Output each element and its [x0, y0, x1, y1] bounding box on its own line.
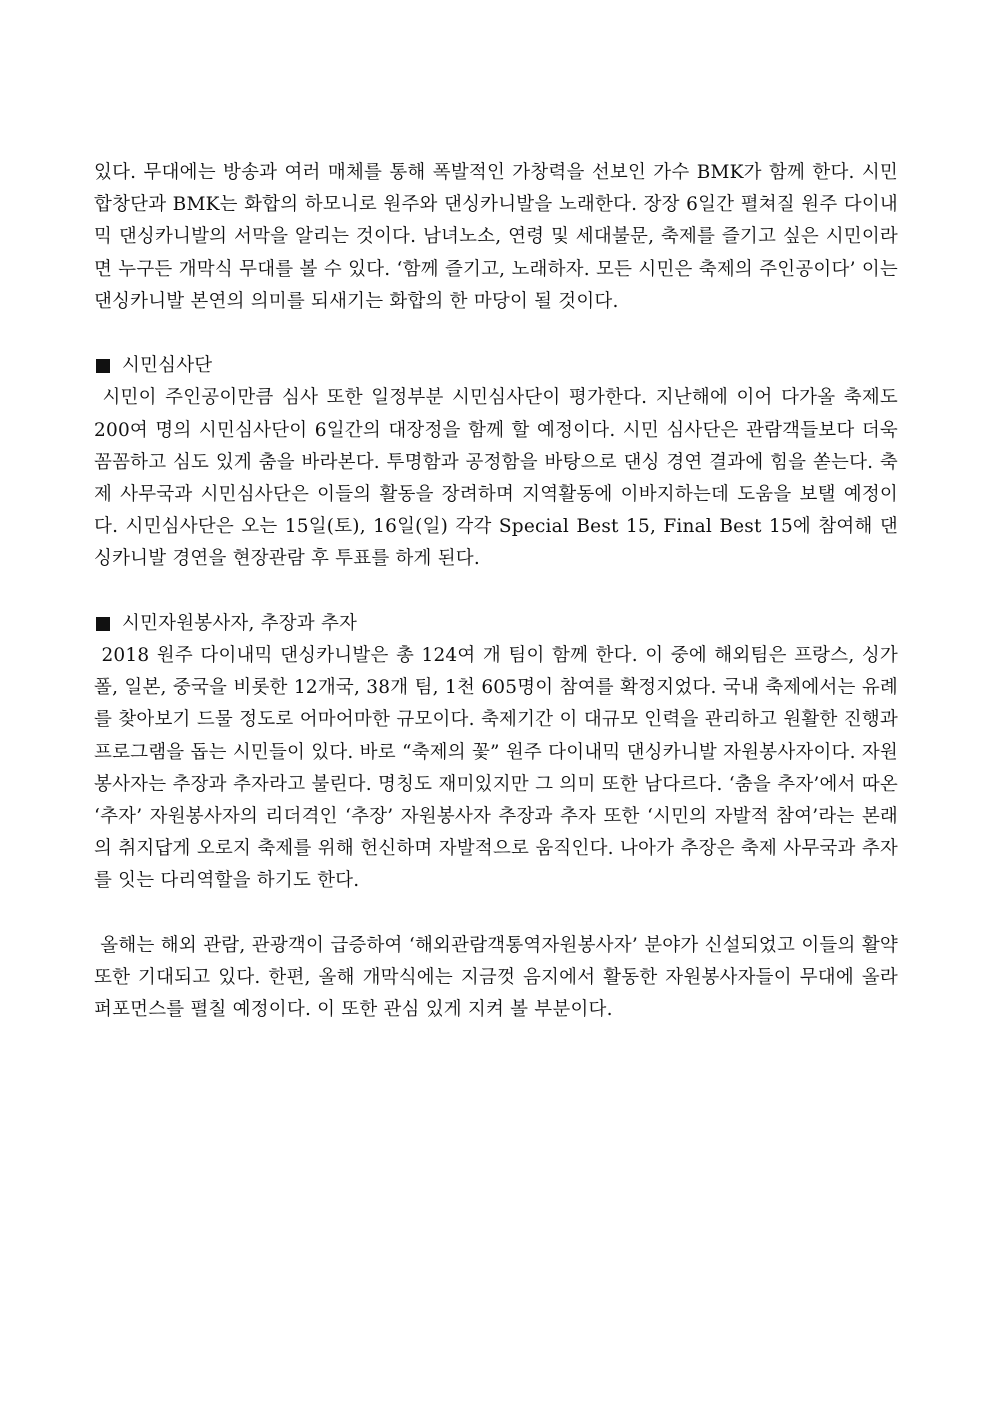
black-square-bullet-icon	[96, 359, 110, 373]
section-body-citizen-judges: 시민이 주인공이만큼 심사 또한 일정부분 시민심사단이 평가한다. 지난해에 이어 다가올 축제도 200여 명의 시민심사단이 6일간의 대장정을 함께 할 예정이다. 시민 심사단은 관람객들보다 더욱 꼼꼼하고 심도 있게 춤을 바라본다. 투명함과 공정함을 바탕으로 댄싱 경연 결과에 힘을 쏟는다. 축제 사무국과 시민심사단은 이들의 활동을 장려하며 지역활동에 이바지하는데 도움을 보탤 예정이다. 시민심사단은 오는 15일(토), 16일(일) 각각 Special Best 15, Final Best 15에 참여해 댄싱카니발 경연을 현장관람 후 투표를 하게 된다.	[94, 387, 905, 570]
section-heading-text: 시민자원봉사자, 추장과 추자	[122, 612, 358, 634]
paragraph-gap	[94, 576, 898, 608]
section-heading-citizen-judges	[94, 350, 898, 382]
closing-paragraph: 올해는 해외 관람, 관광객이 급증하여 ‘해외관람객통역자원봉사자’ 분야가 신설되었고 이들의 활약 또한 기대되고 있다. 한편, 올해 개막식에는 지금껏 음지에서 활동한 자원봉사자들이 무대에 올라 퍼포먼스를 펼칠 예정이다. 이 또한 관심 있게 지켜 볼 부분이다.	[94, 934, 905, 1021]
section-body-volunteers: 2018 원주 다이내믹 댄싱카니발은 총 124여 개 팀이 함께 한다. 이 중에 해외팀은 프랑스, 싱가폴, 일본, 중국을 비롯한 12개국, 38개 팀, 1천 605명이 참여를 확정지었다. 국내 축제에서는 유례를 찾아보기 드물 정도로 어마어마한 규모이다. 축제기간 이 대규모 인력을 관리하고 원활한 진행과 프로그램을 돕는 시민들이 있다. 바로 “축제의 꽃” 원주 다이내믹 댄싱카니발 자원봉사자이다. 자원봉사자는 추장과 추자라고 불린다. 명칭도 재미있지만 그 의미 또한 남다르다. ‘춤을 추자’에서 따온 ‘추자’ 자원봉사자의 리더격인 ‘추장’ 자원봉사자 추장과 추자 또한 ‘시민의 자발적 참여’라는 본래의 취지답게 오로지 축제를 위해 헌신하며 자발적으로 움직인다. 나아가 추장은 축제 사무국과 추자를 잇는 다리역할을 하기도 한다.	[94, 645, 905, 892]
section-heading-text: 시민심사단	[122, 355, 213, 377]
intro-paragraph: 있다. 무대에는 방송과 여러 매체를 통해 폭발적인 가창력을 선보인 가수 BMK가 함께 한다. 시민 합창단과 BMK는 화합의 하모니로 원주와 댄싱카니발을 노래한다. 장장 6일간 펼쳐질 원주 다이내믹 댄싱카니발의 서막을 알리는 것이다. 남녀노소, 연령 및 세대불문, 축제를 즐기고 싶은 시민이라면 누구든 개막식 무대를 볼 수 있다. ‘함께 즐기고, 노래하자. 모든 시민은 축제의 주인공이다’ 이는 댄싱카니발 본연의 의미를 되새기는 화합의 한 마당이 될 것이다.	[94, 162, 898, 312]
black-square-bullet-icon	[96, 617, 110, 631]
section-heading-volunteers	[94, 608, 898, 640]
paragraph-gap	[94, 898, 898, 930]
document-page	[94, 157, 905, 1026]
paragraph-gap	[94, 318, 898, 350]
